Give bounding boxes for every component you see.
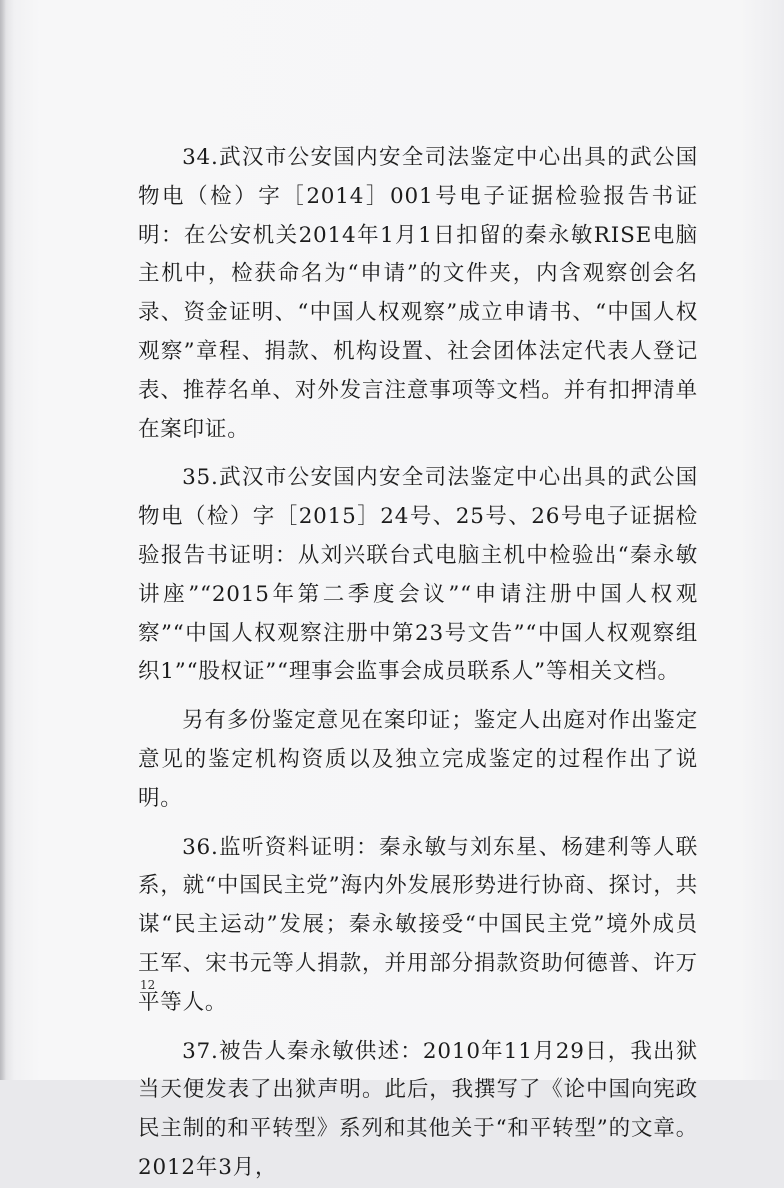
paragraph-36: 36.监听资料证明：秦永敏与刘东星、杨建利等人联系，就“中国民主党”海内外发展形势进行协商、探讨，共谋“民主运动”发展；秦永敏接受“中国民主党”境外成员王军、宋书元等人捐款，并用部分捐款资助何德普、许万平等人。 [138, 834, 698, 1015]
paragraph-34: 34.武汉市公安国内安全司法鉴定中心出具的武公国物电（检）字［2014］001号电子证据检验报告书证明：在公安机关2014年1月1日扣留的秦永敏RISE电脑主机中，检获命名为“申请”的文件夹，内含观察创会名录、资金证明、“中国人权观察”成立申请书、“中国人权观察”章程、捐款、机构设置、社会团体法定代表人登记表、推荐名单、对外发言注意事项等文档。并有扣押清单在案印证。 [138, 145, 698, 442]
page-number: 12 [140, 978, 156, 992]
paragraph-35: 35.武汉市公安国内安全司法鉴定中心出具的武公国物电（检）字［2015］24号、25号、26号电子证据检验报告书证明：从刘兴联台式电脑主机中检验出“秦永敏讲座”“2015年第二季度会议”“申请注册中国人权观察”“中国人权观察注册中第23号文告”“中国人权观察组织1”“股权证”“理事会监事会成员联系人”等相关文档。 [138, 465, 698, 685]
paragraph-37: 37.被告人秦永敏供述：2010年11月29日，我出狱当天便发表了出狱声明。此后，我撰写了《论中国向宪政民主制的和平转型》系列和其他关于“和平转型”的文章。2012年3月， [138, 1038, 698, 1180]
body-text [138, 139, 698, 1188]
binding-edge-shadow [0, 0, 6, 1080]
paragraph-expert-opinions: 另有多份鉴定意见在案印证；鉴定人出庭对作出鉴定意见的鉴定机构资质以及独立完成鉴定的过程作出了说明。 [138, 708, 698, 811]
